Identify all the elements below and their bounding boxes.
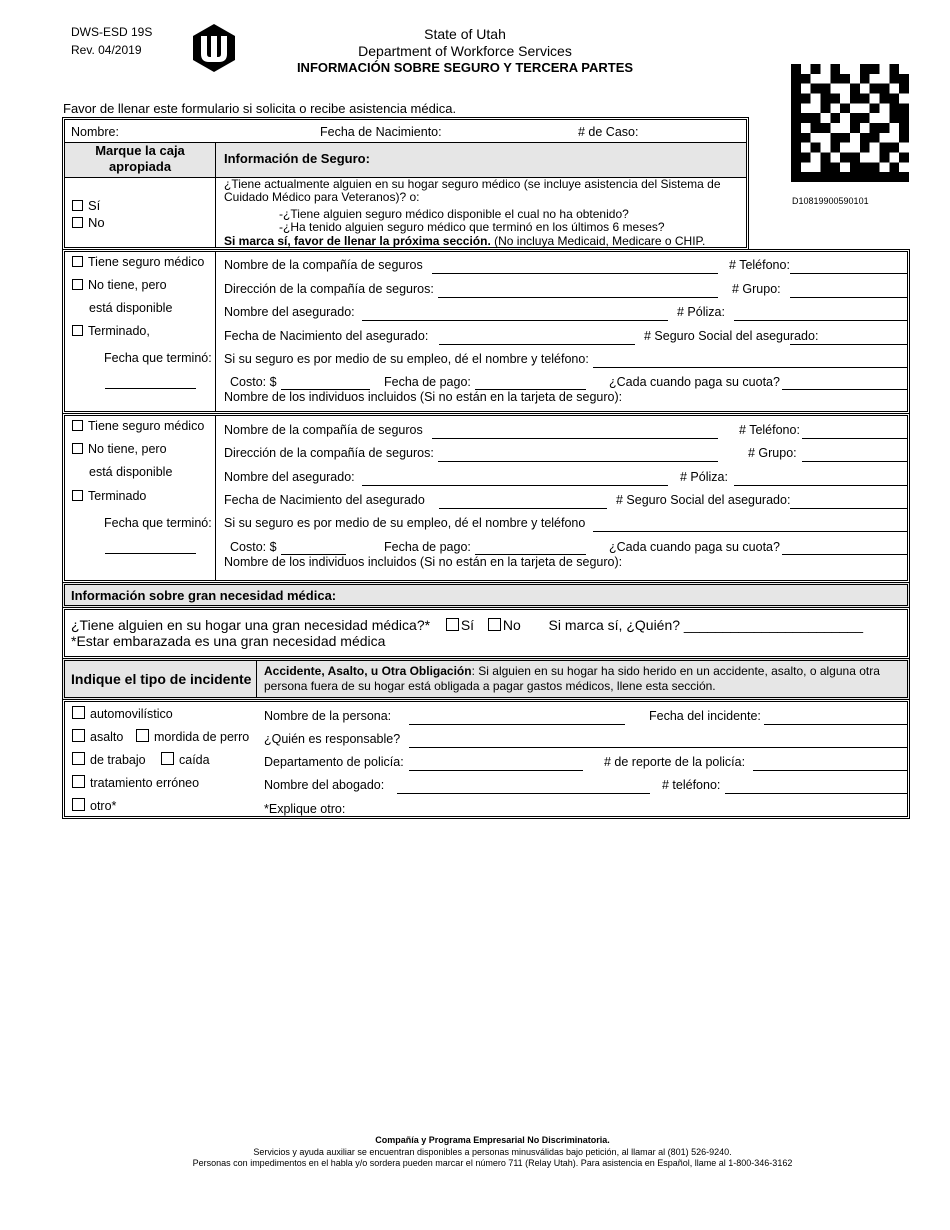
policy2-employer-line[interactable] bbox=[593, 531, 908, 532]
divider bbox=[215, 142, 216, 248]
policy1-address-line[interactable] bbox=[438, 297, 718, 298]
incident-date-line[interactable] bbox=[764, 724, 908, 725]
policy1-ssn-line[interactable] bbox=[790, 344, 908, 345]
insurance-question-line2: -¿Tiene alguien seguro médico disponible el cual no ha obtenido? bbox=[279, 207, 629, 221]
attorney-phone-label: # teléfono: bbox=[662, 778, 721, 792]
policy2-policy-line[interactable] bbox=[734, 485, 908, 486]
medical-need-note: *Estar embarazada es una gran necesidad médica bbox=[71, 633, 386, 649]
policy1-opt-available-cont: está disponible bbox=[89, 301, 173, 315]
policy2-address-line[interactable] bbox=[438, 461, 718, 462]
policy1-cost-label: Costo: $ bbox=[230, 375, 277, 389]
insurance-question-line3: -¿Ha tenido alguien seguro médico que terminó en los últimos 6 meses? bbox=[279, 220, 665, 234]
policy2-insured-label: Nombre del asegurado: bbox=[224, 470, 355, 484]
policy1-employer-label: Si su seguro es por medio de su empleo, dé el nombre y teléfono: bbox=[224, 352, 589, 366]
police-report-label: # de reporte de la policía: bbox=[604, 755, 746, 769]
policy1-group-label: # Grupo: bbox=[732, 282, 781, 296]
policy2-opt-available-cont: está disponible bbox=[89, 465, 173, 479]
divider bbox=[256, 660, 257, 698]
medical-need-yes-checkbox[interactable] bbox=[446, 618, 459, 631]
policy2-dob-line[interactable] bbox=[439, 508, 607, 509]
incident-type-other[interactable]: otro* bbox=[72, 798, 116, 813]
divider bbox=[215, 251, 216, 412]
medical-need-question-row bbox=[71, 617, 863, 633]
incident-type-fall[interactable]: caída bbox=[161, 752, 210, 767]
policy1-company-label: Nombre de la compañía de seguros bbox=[224, 258, 423, 272]
policy2-end-date-line[interactable] bbox=[105, 553, 196, 554]
policy2-ssn-line[interactable] bbox=[790, 508, 908, 509]
malpractice-checkbox[interactable] bbox=[72, 775, 85, 788]
policy1-has-checkbox[interactable] bbox=[72, 256, 83, 267]
incident-type-auto[interactable]: automovilístico bbox=[72, 706, 173, 721]
policy1-dob-label: Fecha de Nacimiento del asegurado: bbox=[224, 329, 429, 343]
auto-checkbox[interactable] bbox=[72, 706, 85, 719]
incident-date-label: Fecha del incidente: bbox=[649, 709, 761, 723]
policy1-individuals-label: Nombre de los individuos incluidos (Si no están en la tarjeta de seguro): bbox=[224, 390, 623, 404]
insurance-yes-label: Sí bbox=[88, 198, 101, 213]
insurance-no-label: No bbox=[88, 215, 105, 230]
person-name-line[interactable] bbox=[409, 724, 625, 725]
police-dept-line[interactable] bbox=[409, 770, 583, 771]
dob-label: Fecha de Nacimiento: bbox=[320, 125, 442, 139]
policy1-group-line[interactable] bbox=[790, 297, 908, 298]
medical-need-no-checkbox[interactable] bbox=[488, 618, 501, 631]
policy1-opt-has-insurance[interactable]: Tiene seguro médico bbox=[72, 255, 204, 269]
policy2-group-label: # Grupo: bbox=[748, 446, 797, 460]
incident-type-dog-bite[interactable]: mordida de perro bbox=[136, 729, 249, 744]
policy1-policy-line[interactable] bbox=[734, 320, 908, 321]
barcode-number: D10819900590101 bbox=[792, 196, 869, 206]
policy1-employer-line[interactable] bbox=[593, 367, 908, 368]
mark-box-heading: Marque la caja apropiada bbox=[95, 143, 185, 174]
footer-services: Servicios y ayuda auxiliar se encuentran disponibles a personas minusválidas bajo petición, al llamar al (801) 526-9240. bbox=[253, 1147, 732, 1157]
policy2-phone-line[interactable] bbox=[802, 438, 908, 439]
incident-description: Accidente, Asalto, u Otra Obligación: Si alguien en su hogar ha sido herido en un accidente, asalto, o alguna otra persona fuera de su hogar está obligada a pagar gastos médicos, llene esta sección. bbox=[264, 664, 880, 693]
policy2-has-checkbox[interactable] bbox=[72, 420, 83, 431]
policy2-individuals-label: Nombre de los individuos incluidos (Si no están en la tarjeta de seguro): bbox=[224, 555, 623, 569]
policy1-frequency-label: ¿Cada cuando paga su cuota? bbox=[609, 375, 780, 389]
footer-nondiscrimination: Compañía y Programa Empresarial No Discriminatoria. bbox=[375, 1135, 610, 1145]
intro-text: Favor de llenar este formulario si solicita o recibe asistencia médica. bbox=[63, 101, 457, 116]
medical-need-no-label: No bbox=[502, 617, 521, 633]
policy1-insured-label: Nombre del asegurado: bbox=[224, 305, 355, 319]
policy1-opt-terminated[interactable]: Terminado, bbox=[72, 324, 150, 338]
footer-relay: Personas con impedimentos en el habla y/o sordera pueden marcar el número 711 (Relay Utah). Para asistencia en Español, llame al 1-800-346-3162 bbox=[192, 1158, 793, 1168]
policy2-cost-label: Costo: $ bbox=[230, 540, 277, 554]
form-title: INFORMACIÓN SOBRE SEGURO Y TERCERA PARTES bbox=[296, 60, 634, 75]
policy2-employer-label: Si su seguro es por medio de su empleo, dé el nombre y teléfono bbox=[224, 516, 586, 530]
person-name-label: Nombre de la persona: bbox=[264, 709, 392, 723]
policy1-end-date-label: Fecha que terminó: bbox=[104, 351, 212, 365]
policy1-terminated-checkbox[interactable] bbox=[72, 325, 83, 336]
policy2-frequency-line[interactable] bbox=[782, 554, 908, 555]
incident-type-assault[interactable]: asalto bbox=[72, 729, 123, 744]
incident-type-malpractice[interactable]: tratamiento erróneo bbox=[72, 775, 199, 790]
state-name: State of Utah bbox=[424, 26, 506, 42]
policy1-ssn-label: # Seguro Social del asegurado: bbox=[644, 329, 819, 343]
insurance-question-line1: ¿Tiene actualmente alguien en su hogar seguro médico (se incluye asistencia del Sistema de Cuidado Médico para Veteranos)? o: bbox=[224, 177, 721, 204]
police-dept-label: Departamento de policía: bbox=[264, 755, 404, 769]
policy1-phone-label: # Teléfono: bbox=[729, 258, 790, 272]
policy2-terminated-checkbox[interactable] bbox=[72, 490, 83, 501]
name-label: Nombre: bbox=[71, 125, 119, 139]
department-name: Department of Workforce Services bbox=[358, 43, 572, 59]
utah-dws-logo bbox=[193, 24, 235, 72]
form-id: DWS-ESD 19S bbox=[71, 25, 153, 39]
policy2-policy-label: # Póliza: bbox=[680, 470, 728, 484]
policy2-opt-available[interactable]: No tiene, pero bbox=[72, 442, 167, 456]
datamatrix-barcode bbox=[790, 64, 910, 182]
other-checkbox[interactable] bbox=[72, 798, 85, 811]
fall-checkbox[interactable] bbox=[161, 752, 174, 765]
policy1-insured-line[interactable] bbox=[362, 320, 668, 321]
responsible-line[interactable] bbox=[409, 747, 908, 748]
insurance-no-option[interactable] bbox=[72, 214, 105, 231]
responsible-label: ¿Quién es responsable? bbox=[264, 732, 401, 746]
form-revision: Rev. 04/2019 bbox=[71, 43, 142, 57]
policy1-paydate-label: Fecha de pago: bbox=[384, 375, 471, 389]
policy2-address-label: Dirección de la compañía de seguros: bbox=[224, 446, 434, 460]
attorney-phone-line[interactable] bbox=[725, 793, 908, 794]
policy1-address-label: Dirección de la compañía de seguros: bbox=[224, 282, 434, 296]
insurance-yes-checkbox[interactable] bbox=[72, 200, 83, 211]
policy1-phone-line[interactable] bbox=[790, 273, 908, 274]
policy2-available-checkbox[interactable] bbox=[72, 443, 83, 454]
policy1-available-checkbox[interactable] bbox=[72, 279, 83, 290]
policy2-ssn-label: # Seguro Social del asegurado: bbox=[616, 493, 791, 507]
policy1-opt-available[interactable]: No tiene, pero bbox=[72, 278, 167, 292]
assault-checkbox[interactable] bbox=[72, 729, 85, 742]
work-checkbox[interactable] bbox=[72, 752, 85, 765]
policy1-policy-label: # Póliza: bbox=[677, 305, 725, 319]
policy2-end-date-label: Fecha que terminó: bbox=[104, 516, 212, 530]
insurance-no-checkbox[interactable] bbox=[72, 217, 83, 228]
policy2-opt-terminated[interactable]: Terminado bbox=[72, 489, 146, 503]
policy2-company-line[interactable] bbox=[432, 438, 718, 439]
policy2-insured-line[interactable] bbox=[362, 485, 668, 486]
incident-type-work[interactable]: de trabajo bbox=[72, 752, 146, 767]
case-number-label: # de Caso: bbox=[578, 125, 639, 139]
police-report-line[interactable] bbox=[753, 770, 908, 771]
policy2-opt-has-insurance[interactable]: Tiene seguro médico bbox=[72, 419, 204, 433]
policy2-phone-label: # Teléfono: bbox=[739, 423, 800, 437]
policy1-company-line[interactable] bbox=[432, 273, 718, 274]
policy1-end-date-line[interactable] bbox=[105, 388, 196, 389]
insurance-question-line4: Si marca sí, favor de llenar la próxima sección. (No incluya Medicaid, Medicare o CHIP. bbox=[224, 234, 706, 248]
policy2-group-line[interactable] bbox=[802, 461, 908, 462]
explain-other-label: *Explique otro: bbox=[264, 802, 346, 816]
insurance-yes-option[interactable] bbox=[72, 197, 100, 214]
policy2-frequency-label: ¿Cada cuando paga su cuota? bbox=[609, 540, 780, 554]
policy2-dob-label: Fecha de Nacimiento del asegurado bbox=[224, 493, 425, 507]
divider bbox=[215, 415, 216, 581]
medical-need-yes-label: Sí bbox=[460, 617, 475, 633]
incident-title: Indique el tipo de incidente bbox=[71, 671, 252, 687]
medical-need-who[interactable]: Si marca sí, ¿Quién? _______________________ bbox=[548, 617, 864, 633]
policy2-company-label: Nombre de la compañía de seguros bbox=[224, 423, 423, 437]
policy1-dob-line[interactable] bbox=[439, 344, 635, 345]
attorney-name-line[interactable] bbox=[397, 793, 650, 794]
medical-need-title: Información sobre gran necesidad médica: bbox=[71, 588, 337, 603]
medical-need-question: ¿Tiene alguien en su hogar una gran necesidad médica?* bbox=[71, 617, 431, 633]
attorney-name-label: Nombre del abogado: bbox=[264, 778, 385, 792]
dog-bite-checkbox[interactable] bbox=[136, 729, 149, 742]
policy1-frequency-line[interactable] bbox=[782, 389, 908, 390]
policy2-paydate-label: Fecha de pago: bbox=[384, 540, 471, 554]
insurance-info-heading: Información de Seguro: bbox=[224, 151, 370, 166]
